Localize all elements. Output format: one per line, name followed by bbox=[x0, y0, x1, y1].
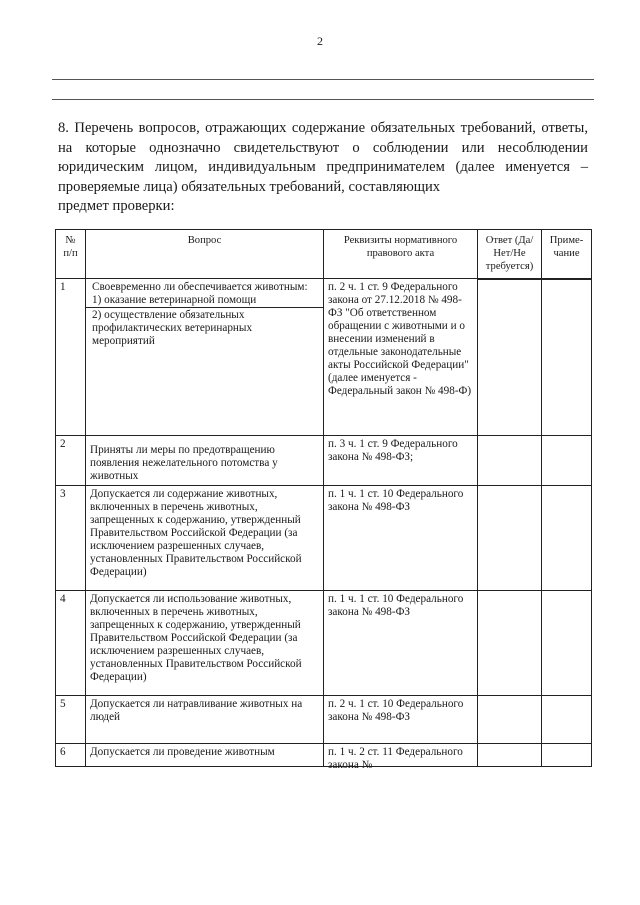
row-question: Приняты ли меры по предотвращению появления нежелательного потомства у животных bbox=[86, 436, 324, 486]
row-num: 3 bbox=[56, 486, 86, 591]
table-row bbox=[56, 696, 592, 744]
header-num: № п/п bbox=[56, 230, 86, 279]
header-rule-bottom bbox=[52, 99, 594, 100]
table-row bbox=[56, 744, 592, 767]
row-num: 2 bbox=[56, 436, 86, 486]
row-num: 6 bbox=[56, 744, 86, 767]
row-note-cell[interactable] bbox=[542, 696, 592, 744]
row-question: Допускается ли проведение животным bbox=[90, 746, 275, 758]
row-requisites: п. 2 ч. 1 ст. 9 Федерального закона от 27.12.2018 № 498-ФЗ "Об ответственном обращении с животными и о внесении изменений в отдельные законодательные акты Российской Федерации" (далее именуется - Федеральный закон № 498-Ф) bbox=[324, 279, 478, 436]
row-note-cell[interactable] bbox=[542, 744, 592, 767]
table-row bbox=[56, 279, 592, 436]
row-answer-cell[interactable] bbox=[478, 591, 542, 696]
intro-last-line: предмет проверки: bbox=[58, 198, 175, 214]
row-note-cell[interactable] bbox=[542, 279, 592, 436]
row-requisites: п. 1 ч. 1 ст. 10 Федерального закона № 498-ФЗ bbox=[324, 591, 478, 696]
row-note-cell[interactable] bbox=[542, 591, 592, 696]
row-question-part-2: 2) осуществление обязательных профилактических ветеринарных мероприятий bbox=[86, 307, 323, 348]
intro-text: 8. Перечень вопросов, отражающих содержание обязательных требований, ответы, на которые однозначно свидетельствуют о соблюдении или несоблюдении юридическим лицом, индивидуальным предпринимателем (далее именуется – проверяемые лица) обязательных требований, составляющих bbox=[58, 120, 588, 195]
table-row bbox=[56, 436, 592, 486]
row-answer-cell[interactable] bbox=[478, 744, 542, 767]
row-requisites: п. 2 ч. 1 ст. 10 Федерального закона № 498-ФЗ bbox=[324, 696, 478, 744]
row-num: 5 bbox=[56, 696, 86, 744]
header-requisites: Реквизиты нормативного правового акта bbox=[324, 230, 478, 279]
section-intro-paragraph bbox=[58, 119, 588, 217]
row-answer-cell[interactable] bbox=[478, 279, 542, 436]
row-question: Допускается ли натравливание животных на людей bbox=[86, 696, 324, 744]
header-answer: Ответ (Да/ Нет/Не требуется) bbox=[478, 230, 542, 279]
row-num: 4 bbox=[56, 591, 86, 696]
row-requisites: п. 1 ч. 1 ст. 10 Федерального закона № 498-ФЗ bbox=[324, 486, 478, 591]
table-header-row bbox=[56, 230, 592, 279]
checklist-table bbox=[55, 229, 592, 771]
row-num: 1 bbox=[56, 279, 86, 436]
header-question: Вопрос bbox=[86, 230, 324, 279]
row-note-cell[interactable] bbox=[542, 486, 592, 591]
table-row bbox=[56, 486, 592, 591]
row-answer-cell[interactable] bbox=[478, 696, 542, 744]
row-question: Допускается ли использование животных, включенных в перечень животных, запрещенных к содержанию, утвержденный Правительством Российской Федерации (за исключением разрешенных случаев, установленных Правительством Российской Федерации) bbox=[86, 591, 324, 696]
header-note: Приме-чание bbox=[542, 230, 592, 279]
row-question-part-1: 1) оказание ветеринарной помощи bbox=[92, 294, 257, 306]
row-requisites: п. 3 ч. 1 ст. 9 Федерального закона № 498-ФЗ; bbox=[324, 436, 478, 486]
table-row bbox=[56, 591, 592, 696]
page-number: 2 bbox=[317, 34, 323, 48]
row-question-intro: Своевременно ли обеспечивается животным: bbox=[92, 281, 308, 293]
header-rule-top bbox=[52, 79, 594, 80]
row-answer-cell[interactable] bbox=[478, 486, 542, 591]
row-question: Допускается ли содержание животных, включенных в перечень животных, запрещенных к содержанию, утвержденный Правительством Российской Федерации (за исключением разрешенных случаев, установленных Правительством Российской Федерации) bbox=[86, 486, 324, 591]
row-answer-cell[interactable] bbox=[478, 436, 542, 486]
row-requisites: п. 1 ч. 2 ст. 11 Федерального закона № bbox=[328, 746, 463, 771]
row-note-cell[interactable] bbox=[542, 436, 592, 486]
